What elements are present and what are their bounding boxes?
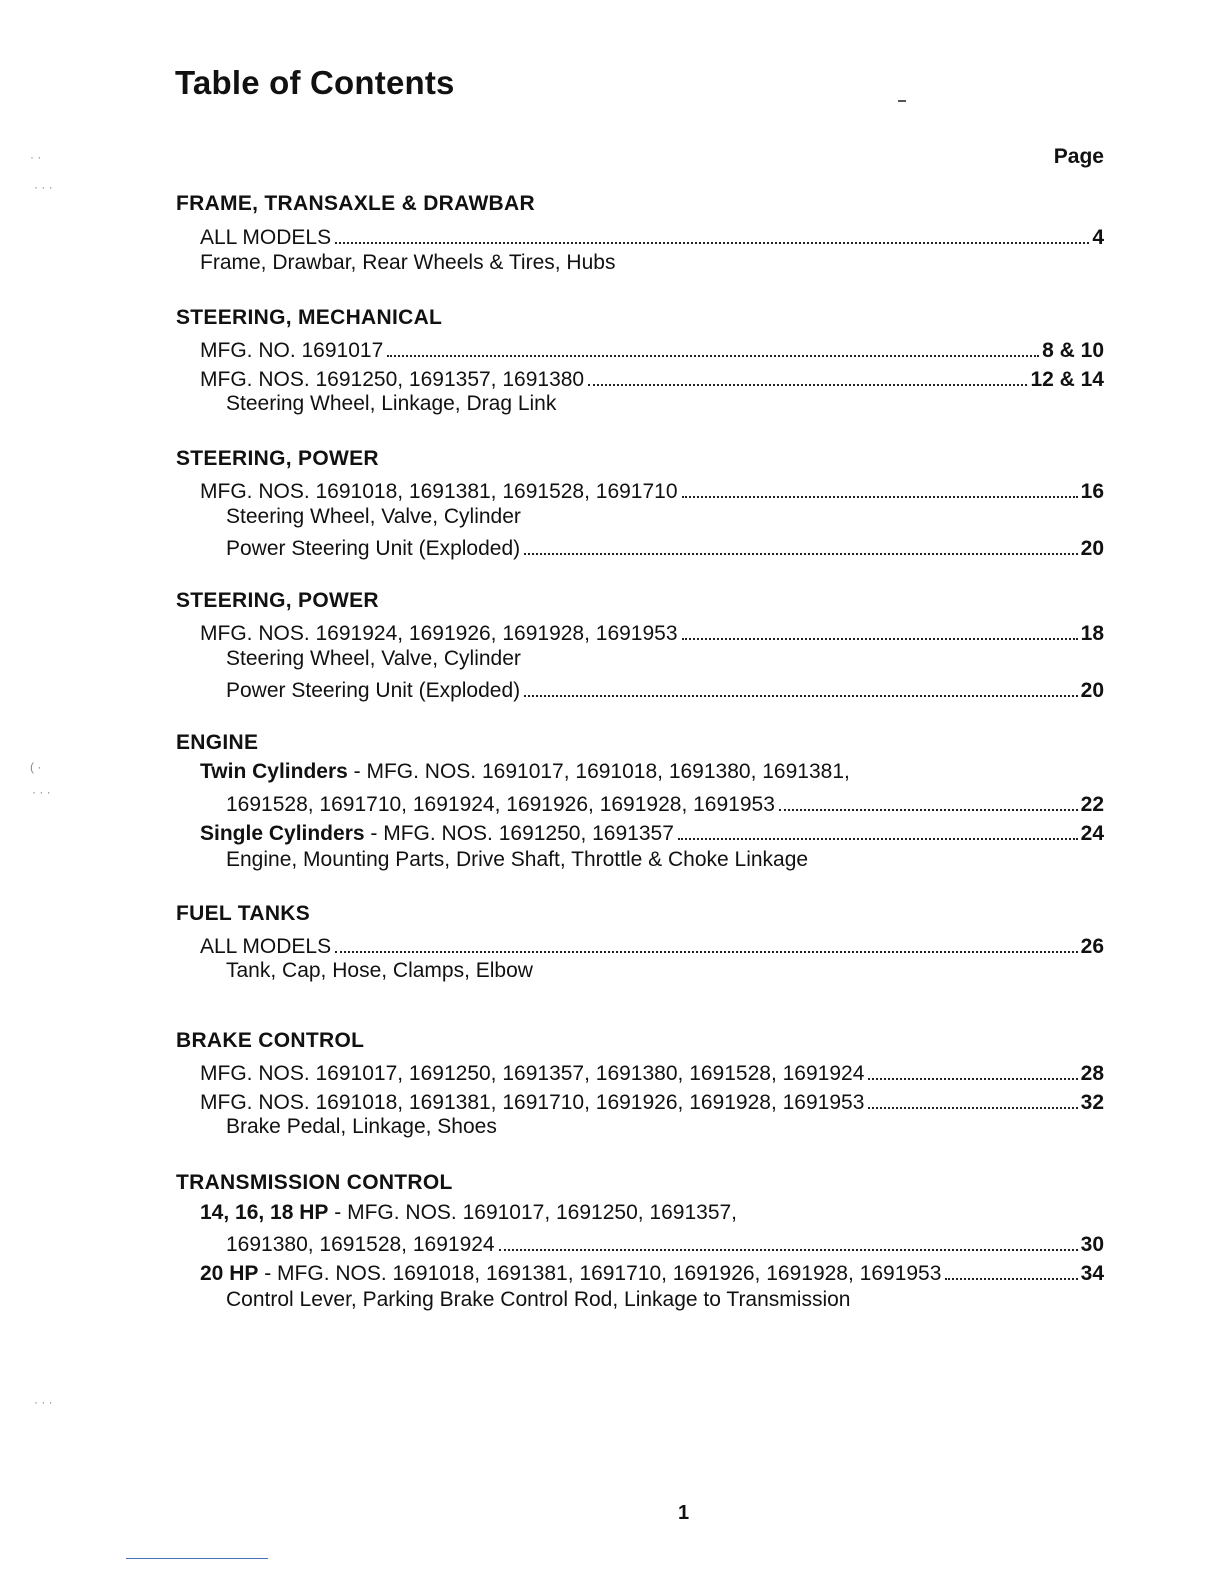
scan-speck: · · · — [32, 785, 51, 799]
engine-type-label: Twin Cylinders — [200, 760, 348, 783]
dot-leader — [678, 838, 1078, 840]
section-heading-steering-mechanical: STEERING, MECHANICAL — [176, 306, 443, 329]
toc-page-number: 12 & 14 — [1030, 368, 1104, 391]
toc-entry-label: ALL MODELS — [200, 226, 332, 249]
toc-page-number: 20 — [1080, 679, 1104, 702]
toc-entry[interactable] — [200, 1058, 1104, 1086]
toc-page-number: 16 — [1080, 480, 1104, 503]
scan-speck: · · · — [34, 180, 53, 194]
toc-entry-label: - MFG. NOS. 1691017, 1691018, 1691380, 1691381, — [347, 760, 850, 783]
section-heading-steering-power: STEERING, POWER — [176, 447, 379, 470]
toc-entry-label: - MFG. NOS. 1691250, 1691357 — [364, 822, 674, 845]
toc-entry-line[interactable] — [200, 1201, 737, 1225]
toc-entry-label: MFG. NOS. 1691250, 1691357, 1691380 — [200, 368, 585, 391]
toc-entry[interactable] — [200, 1258, 1104, 1286]
toc-page-number: 32 — [1080, 1091, 1104, 1114]
toc-page-number: 22 — [1080, 793, 1104, 816]
toc-entry[interactable] — [200, 818, 1104, 846]
section-heading-brake-control: BRAKE CONTROL — [176, 1029, 365, 1052]
toc-entry-label: MFG. NOS. 1691017, 1691250, 1691357, 1691380, 1691528, 1691924 — [200, 1062, 865, 1085]
stray-mark — [898, 100, 906, 102]
dot-leader — [387, 355, 1039, 357]
dot-leader — [335, 242, 1089, 244]
hp-label: 20 HP — [200, 1262, 259, 1285]
toc-entry-label: - MFG. NOS. 1691018, 1691381, 1691710, 1691926, 1691928, 1691953 — [258, 1262, 942, 1285]
dot-leader — [588, 384, 1027, 386]
toc-entry-label: MFG. NOS. 1691018, 1691381, 1691710, 1691926, 1691928, 1691953 — [200, 1091, 865, 1114]
dot-leader — [682, 496, 1078, 498]
toc-page-number: 34 — [1080, 1262, 1104, 1285]
toc-entry[interactable] — [200, 222, 1104, 250]
toc-entry-label: 1691380, 1691528, 1691924 — [226, 1233, 495, 1256]
toc-entry[interactable] — [200, 335, 1104, 363]
toc-page-number: 30 — [1080, 1233, 1104, 1256]
page-column-header: Page — [1053, 145, 1104, 168]
toc-entry[interactable] — [226, 675, 1104, 703]
hp-label: 14, 16, 18 HP — [200, 1201, 329, 1224]
dot-leader — [868, 1078, 1077, 1080]
toc-entry[interactable] — [200, 476, 1104, 504]
scan-speck: ( · — [30, 760, 42, 774]
toc-entry-label: Power Steering Unit (Exploded) — [226, 679, 521, 702]
toc-page-number: 24 — [1080, 822, 1104, 845]
toc-entry[interactable] — [200, 618, 1104, 646]
section-description: Frame, Drawbar, Rear Wheels & Tires, Hubs — [200, 251, 616, 274]
toc-entry-label: ALL MODELS — [200, 935, 332, 958]
toc-entry-label: Power Steering Unit (Exploded) — [226, 537, 521, 560]
toc-entry-label: MFG. NOS. 1691924, 1691926, 1691928, 1691953 — [200, 622, 678, 645]
toc-page-number: 20 — [1080, 537, 1104, 560]
toc-entry[interactable] — [226, 1229, 1104, 1257]
toc-entry-label: 1691528, 1691710, 1691924, 1691926, 1691928, 1691953 — [226, 793, 775, 816]
section-description: Steering Wheel, Valve, Cylinder — [226, 505, 521, 528]
toc-entry-label: MFG. NOS. 1691018, 1691381, 1691528, 1691710 — [200, 480, 678, 503]
section-heading-frame: FRAME, TRANSAXLE & DRAWBAR — [176, 192, 535, 215]
dot-leader — [335, 951, 1078, 953]
dot-leader — [868, 1107, 1077, 1109]
toc-entry[interactable] — [200, 364, 1104, 392]
toc-entry-line[interactable] — [200, 760, 850, 784]
toc-entry[interactable] — [200, 1087, 1104, 1115]
section-heading-transmission-control: TRANSMISSION CONTROL — [176, 1171, 453, 1194]
page-number: 1 — [678, 1502, 690, 1524]
page-title: Table of Contents — [175, 64, 455, 101]
toc-entry[interactable] — [226, 533, 1104, 561]
section-description: Control Lever, Parking Brake Control Rod, Linkage to Transmission — [226, 1288, 851, 1311]
toc-page-number: 26 — [1080, 935, 1104, 958]
dot-leader — [779, 809, 1078, 811]
section-description: Brake Pedal, Linkage, Shoes — [226, 1115, 497, 1138]
toc-entry-label: - MFG. NOS. 1691017, 1691250, 1691357, — [328, 1201, 738, 1224]
toc-page-number: 4 — [1092, 226, 1104, 249]
section-description: Engine, Mounting Parts, Drive Shaft, Throttle & Choke Linkage — [226, 848, 809, 871]
toc-entry[interactable] — [200, 931, 1104, 959]
dot-leader — [524, 695, 1077, 697]
dot-leader — [499, 1249, 1078, 1251]
toc-page-number: 8 & 10 — [1042, 339, 1104, 362]
dot-leader — [945, 1278, 1077, 1280]
dot-leader — [682, 638, 1078, 640]
engine-type-label: Single Cylinders — [200, 822, 365, 845]
section-description: Steering Wheel, Valve, Cylinder — [226, 647, 521, 670]
toc-entry-label: MFG. NO. 1691017 — [200, 339, 384, 362]
section-heading-fuel-tanks: FUEL TANKS — [176, 902, 311, 925]
footer-rule — [126, 1558, 268, 1559]
toc-page-number: 18 — [1080, 622, 1104, 645]
section-heading-engine: ENGINE — [176, 731, 259, 754]
section-description: Tank, Cap, Hose, Clamps, Elbow — [226, 959, 533, 982]
dot-leader — [524, 553, 1077, 555]
scan-speck: · · · — [34, 1395, 53, 1409]
toc-page-number: 28 — [1080, 1062, 1104, 1085]
toc-entry[interactable] — [226, 789, 1104, 817]
section-heading-steering-power: STEERING, POWER — [176, 589, 379, 612]
section-description: Steering Wheel, Linkage, Drag Link — [226, 392, 557, 415]
scan-speck: · · — [30, 150, 42, 164]
